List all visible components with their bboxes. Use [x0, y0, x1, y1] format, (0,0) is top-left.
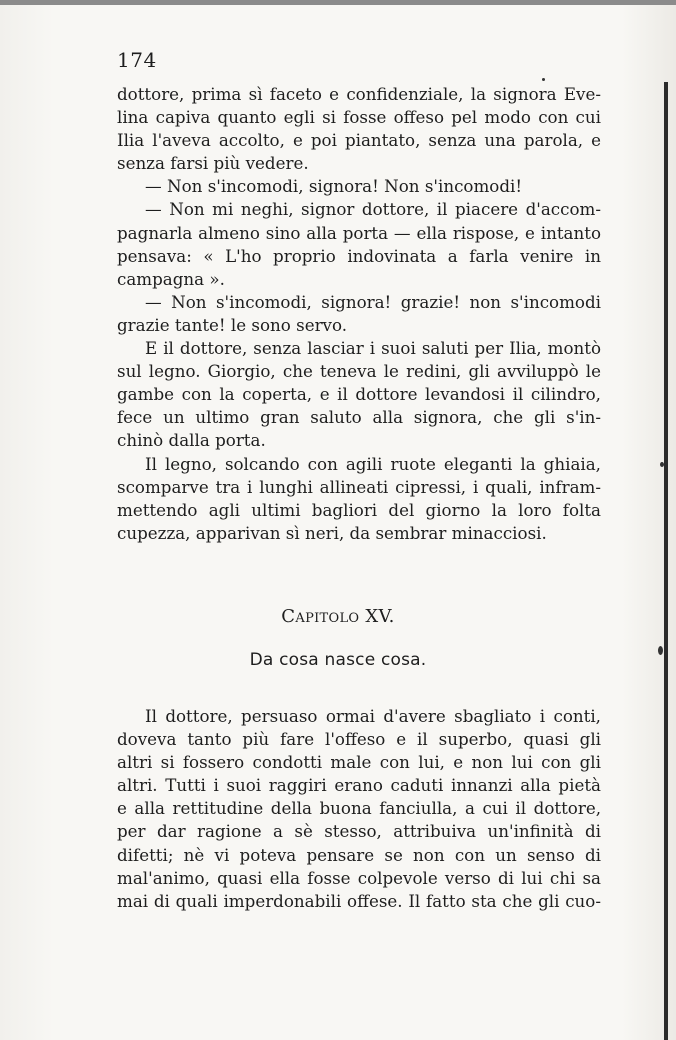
text-line: — Non s'incomodi, signora! Non s'incomodi! [145, 176, 523, 197]
text-line: senza farsi più vedere. [117, 153, 309, 174]
text-line: cupezza, apparivan sì neri, da sembrar minacciosi. [117, 522, 547, 543]
scan-top-edge [0, 0, 676, 5]
text-line: altri. Tutti i suoi raggiri erano caduti innanzi alla pietà [117, 775, 601, 796]
text-line: fece un ultimo gran saluto alla signora, che gli s'in- [117, 407, 601, 428]
text-line: mettendo agli ultimi bagliori del giorno la loro folta [117, 499, 601, 520]
page-number: 174 [117, 48, 157, 72]
text-line: Ilia l'aveva accolto, e poi piantato, senza una parola, e [117, 130, 601, 151]
text-line: campagna ». [117, 268, 225, 289]
text-line: doveva tanto più fare l'offeso e il superbo, quasi gli [117, 729, 601, 750]
text-line: mal'animo, quasi ella fosse colpevole verso di lui chi sa [117, 867, 601, 888]
text-line: dottore, prima sì faceto e confidenziale, la signora Eve- [117, 84, 601, 104]
text-line: — Non mi neghi, signor dottore, il piacere d'accom- [145, 199, 601, 220]
scan-speck [660, 462, 664, 467]
text-line: grazie tante! le sono servo. [117, 314, 348, 335]
text-line: Il dottore, persuaso ormai d'avere sbagliato i conti, [145, 706, 601, 726]
chapter-heading [0, 605, 676, 629]
text-line: gambe con la coperta, e il dottore levandosi il cilindro, [117, 384, 601, 405]
text-line: chinò dalla porta. [117, 430, 266, 451]
text-line: per dar ragione a sè stesso, attribuiva un'infinità di [117, 821, 601, 842]
text-line: e alla rettitudine della buona fanciulla, a cui il dottore, [117, 798, 601, 819]
text-line: mai di quali imperdonabili offese. Il fatto sta che gli cuo- [117, 890, 601, 911]
text-line: sul legno. Giorgio, che teneva le redini, gli avviluppò le [117, 361, 601, 382]
text-section-one [117, 83, 601, 545]
text-line: Il legno, solcando con agili ruote eleganti la ghiaia, [145, 453, 601, 474]
text-line: lina capiva quanto egli si fosse offeso pel modo con cui [117, 107, 601, 128]
text-line: pensava: « L'ho proprio indovinata a farla venire in [117, 245, 601, 266]
scan-speck [542, 78, 545, 81]
chapter-title: Da cosa nasce cosa. [249, 650, 427, 670]
text-section-two [117, 705, 601, 913]
text-line: — Non s'incomodi, signora! grazie! non s'incomodi [145, 291, 601, 312]
chapter-word: apitolo [295, 606, 360, 627]
chapter-numeral: XV. [365, 606, 395, 627]
scan-speck [658, 646, 663, 655]
chapter-prefix: C [281, 606, 296, 627]
text-line: altri si fossero condotti male con lui, e non lui con gli [117, 752, 601, 773]
text-line: difetti; nè vi poteva pensare se non con un senso di [117, 844, 601, 865]
text-line: E il dottore, senza lasciar i suoi saluti per Ilia, montò [145, 338, 601, 359]
scan-right-edge [664, 82, 668, 1040]
text-line: pagnarla almeno sino alla porta — ella rispose, e intanto [117, 222, 601, 243]
text-line: scomparve tra i lunghi allineati cipressi, i quali, infram- [117, 476, 601, 497]
